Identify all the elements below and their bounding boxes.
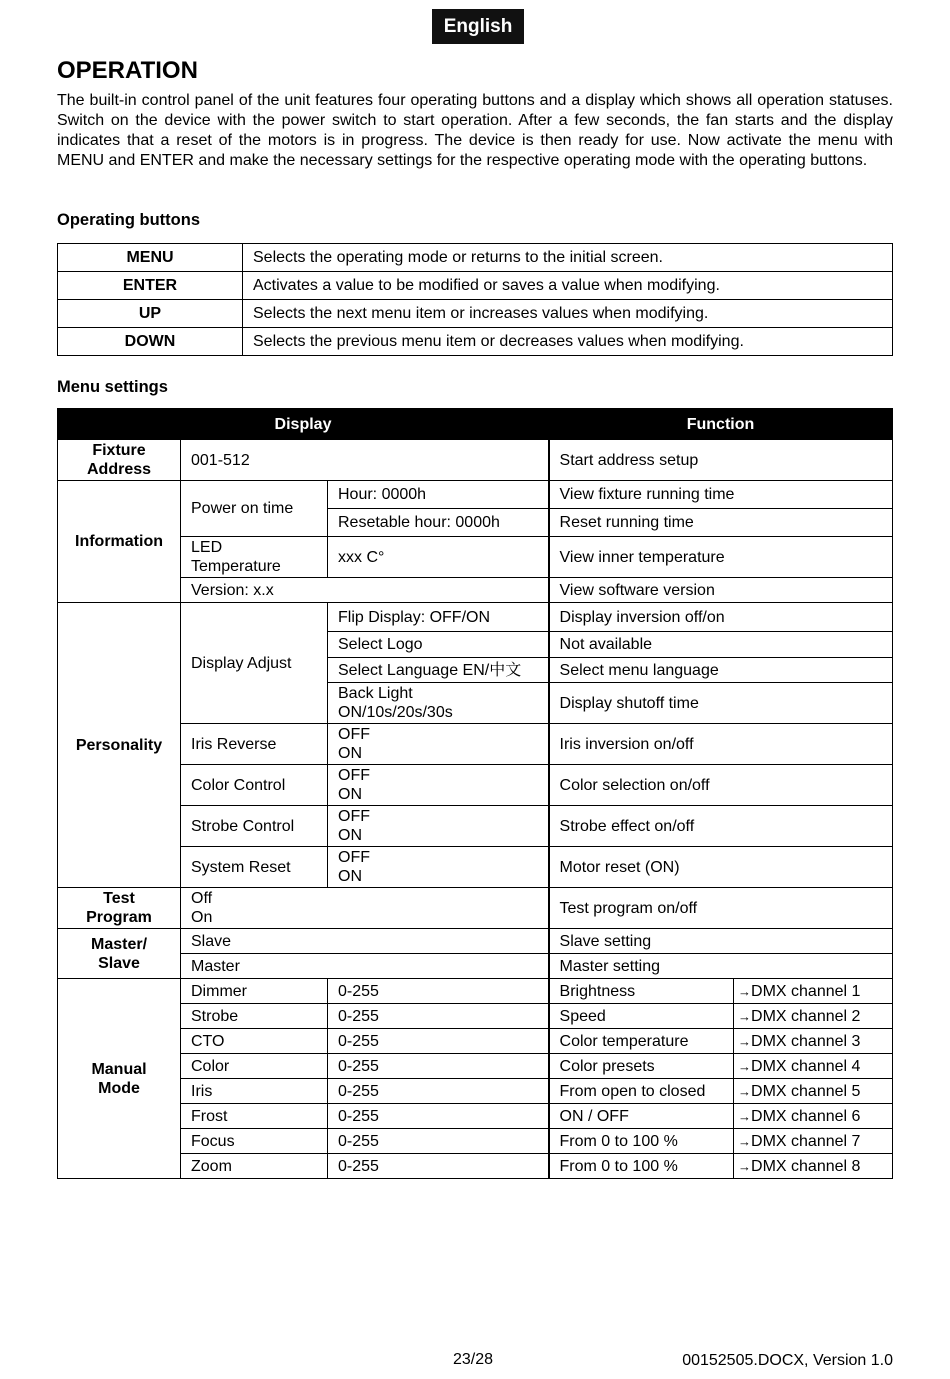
cell-value: [328, 806, 549, 847]
arrow-right-icon: →: [738, 1108, 752, 1124]
table-row: [58, 1154, 893, 1179]
cell-display: Slave: [181, 929, 549, 954]
button-key: DOWN: [58, 328, 243, 356]
cell-value: Resetable hour: 0000h: [328, 509, 549, 537]
manual-name: Dimmer: [181, 979, 328, 1004]
page-number: 23/28: [453, 1351, 494, 1368]
operating-buttons-heading: Operating buttons: [57, 211, 200, 229]
channel-label: DMX channel 5: [751, 1082, 861, 1100]
cell-display: Master: [181, 954, 549, 979]
manual-range: 0-255: [328, 1029, 549, 1054]
cell-line: Test: [103, 890, 135, 907]
table-row: [58, 806, 893, 847]
cell-function: Master setting: [549, 954, 893, 979]
cell-value: Hour: 0000h: [328, 481, 549, 509]
manual-range: 0-255: [328, 1104, 549, 1129]
cell-function: Motor reset (ON): [549, 847, 893, 888]
cell-function: Start address setup: [549, 440, 893, 481]
manual-name: Color: [181, 1054, 328, 1079]
group-information: Information: [58, 481, 181, 603]
cell-line: Off: [191, 890, 213, 907]
function-column-header: Function: [549, 409, 893, 440]
cell-display: Display Adjust: [181, 603, 328, 724]
cell-function: Slave setting: [549, 929, 893, 954]
cell-display: 001-512: [181, 440, 549, 481]
cell-value: Select Language EN/中文: [328, 658, 549, 683]
arrow-right-icon: →: [738, 1008, 752, 1024]
cell-value: [328, 724, 549, 765]
cell-line: LED: [191, 539, 223, 556]
manual-channel: [734, 979, 893, 1004]
manual-name: Iris: [181, 1079, 328, 1104]
cell-function: View inner temperature: [549, 537, 893, 578]
menu-settings-table: [57, 408, 893, 1179]
cell-display: Strobe Control: [181, 806, 328, 847]
cell-value: Select Logo: [328, 632, 549, 658]
table-row: [58, 537, 893, 578]
table-row: [58, 1079, 893, 1104]
channel-label: DMX channel 3: [751, 1032, 861, 1050]
manual-name: Focus: [181, 1129, 328, 1154]
table-row: [58, 765, 893, 806]
button-description: Selects the next menu item or increases values when modifying.: [243, 300, 893, 328]
manual-mode-rows: [58, 979, 893, 1179]
manual-channel: [734, 1054, 893, 1079]
group-personality: Personality: [58, 603, 181, 888]
manual-name: Strobe: [181, 1004, 328, 1029]
button-description: Selects the previous menu item or decreases values when modifying.: [243, 328, 893, 356]
cell-line: OFF: [338, 808, 370, 825]
channel-label: DMX channel 8: [751, 1157, 861, 1175]
table-row: [58, 603, 893, 632]
table-row: [58, 481, 893, 509]
arrow-right-icon: →: [738, 983, 752, 999]
cell-line: ON: [338, 745, 362, 762]
display-column-header: Display: [58, 409, 549, 440]
manual-function: Color presets: [549, 1054, 734, 1079]
manual-channel: [734, 1004, 893, 1029]
button-key: UP: [58, 300, 243, 328]
manual-channel: [734, 1129, 893, 1154]
button-description: Selects the operating mode or returns to the initial screen.: [243, 244, 893, 272]
manual-name: CTO: [181, 1029, 328, 1054]
cell-line: ON: [338, 827, 362, 844]
cell-line: ON: [338, 786, 362, 803]
arrow-right-icon: →: [738, 1133, 752, 1149]
manual-channel: [734, 1154, 893, 1179]
cell-value: Flip Display: OFF/ON: [328, 603, 549, 632]
table-row: [58, 1029, 893, 1054]
button-row: [58, 328, 893, 356]
cell-function: Iris inversion on/off: [549, 724, 893, 765]
cell-line: Back Light: [338, 685, 413, 702]
group-master-slave: [58, 929, 181, 979]
channel-label: DMX channel 4: [751, 1057, 861, 1075]
cell-value: xxx C°: [328, 537, 549, 578]
manual-range: 0-255: [328, 1079, 549, 1104]
table-row: [58, 1104, 893, 1129]
table-row: [58, 440, 893, 481]
arrow-right-icon: →: [738, 1058, 752, 1074]
cell-line: Temperature: [191, 558, 281, 575]
table-row: [58, 1054, 893, 1079]
cell-line: OFF: [338, 849, 370, 866]
button-key: MENU: [58, 244, 243, 272]
channel-label: DMX channel 6: [751, 1107, 861, 1125]
table-row: [58, 1004, 893, 1029]
page-title: OPERATION: [57, 57, 198, 84]
button-description: Activates a value to be modified or saves a value when modifying.: [243, 272, 893, 300]
cell-line: On: [191, 909, 213, 926]
operating-buttons-table: [57, 243, 893, 356]
cell-display: [181, 537, 328, 578]
cell-display: Version: x.x: [181, 578, 549, 603]
manual-range: 0-255: [328, 1154, 549, 1179]
button-key: ENTER: [58, 272, 243, 300]
group-fixture-address: Fixture Address: [58, 440, 181, 481]
manual-function: From open to closed: [549, 1079, 734, 1104]
cell-value: [328, 765, 549, 806]
language-badge: English: [432, 9, 524, 44]
cell-function: Reset running time: [549, 509, 893, 537]
cell-function: Strobe effect on/off: [549, 806, 893, 847]
group-manual-mode: [58, 979, 181, 1179]
cell-line: Mode: [98, 1079, 140, 1097]
cell-line: Manual: [91, 1060, 147, 1078]
button-row: [58, 300, 893, 328]
cell-line: OFF: [338, 726, 370, 743]
manual-range: 0-255: [328, 1004, 549, 1029]
table-row: [58, 847, 893, 888]
manual-range: 0-255: [328, 979, 549, 1004]
table-row: [58, 888, 893, 929]
cell-function: Not available: [549, 632, 893, 658]
cell-function: Test program on/off: [549, 888, 893, 929]
cell-function: View software version: [549, 578, 893, 603]
table-row: [58, 578, 893, 603]
cell-display: System Reset: [181, 847, 328, 888]
manual-range: 0-255: [328, 1054, 549, 1079]
channel-label: DMX channel 1: [751, 982, 861, 1000]
arrow-right-icon: →: [738, 1158, 752, 1174]
cell-function: View fixture running time: [549, 481, 893, 509]
manual-function: ON / OFF: [549, 1104, 734, 1129]
cell-function: Color selection on/off: [549, 765, 893, 806]
manual-range: 0-255: [328, 1129, 549, 1154]
manual-function: From 0 to 100 %: [549, 1129, 734, 1154]
cell-display: Color Control: [181, 765, 328, 806]
manual-name: Frost: [181, 1104, 328, 1129]
manual-channel: [734, 1029, 893, 1054]
manual-channel: [734, 1104, 893, 1129]
cell-line: Master/: [90, 935, 148, 953]
cell-display: Power on time: [181, 481, 328, 537]
channel-label: DMX channel 7: [751, 1132, 861, 1150]
manual-function: Brightness: [549, 979, 734, 1004]
channel-label: DMX channel 2: [751, 1007, 861, 1025]
group-test-program: [58, 888, 181, 929]
table-row: [58, 1129, 893, 1154]
manual-channel: [734, 1079, 893, 1104]
manual-function: Speed: [549, 1004, 734, 1029]
table-row: [58, 979, 893, 1004]
manual-function: Color temperature: [549, 1029, 734, 1054]
table-row: [58, 929, 893, 954]
cell-function: Display inversion off/on: [549, 603, 893, 632]
cell-display: [181, 888, 549, 929]
button-row: [58, 272, 893, 300]
cell-function: Select menu language: [549, 658, 893, 683]
cell-line: ON: [338, 868, 362, 885]
cell-line: Slave: [98, 954, 140, 972]
table-row: [58, 954, 893, 979]
arrow-right-icon: →: [738, 1033, 752, 1049]
arrow-right-icon: →: [738, 1083, 752, 1099]
cell-line: OFF: [338, 767, 370, 784]
table-row: [58, 724, 893, 765]
cell-value: [328, 847, 549, 888]
cell-function: Display shutoff time: [549, 683, 893, 724]
menu-settings-heading: Menu settings: [57, 378, 168, 396]
cell-line: Program: [86, 909, 152, 926]
cell-value: [328, 683, 549, 724]
document-version: 00152505.DOCX, Version 1.0: [682, 1352, 893, 1369]
manual-function: From 0 to 100 %: [549, 1154, 734, 1179]
cell-display: Iris Reverse: [181, 724, 328, 765]
cell-line: ON/10s/20s/30s: [338, 704, 453, 721]
button-row: [58, 244, 893, 272]
manual-name: Zoom: [181, 1154, 328, 1179]
intro-paragraph: The built-in control panel of the unit features four operating buttons and a display which shows all operation statuses. Switch on the device with the power switch to start operation. After a few seconds, the fan starts and the display indicates that a reset of the motors is in progress. The device is then ready for use. Now activate the menu with MENU and ENTER and make the necessary settings for the respective operating mode with the operating buttons.: [57, 92, 893, 169]
